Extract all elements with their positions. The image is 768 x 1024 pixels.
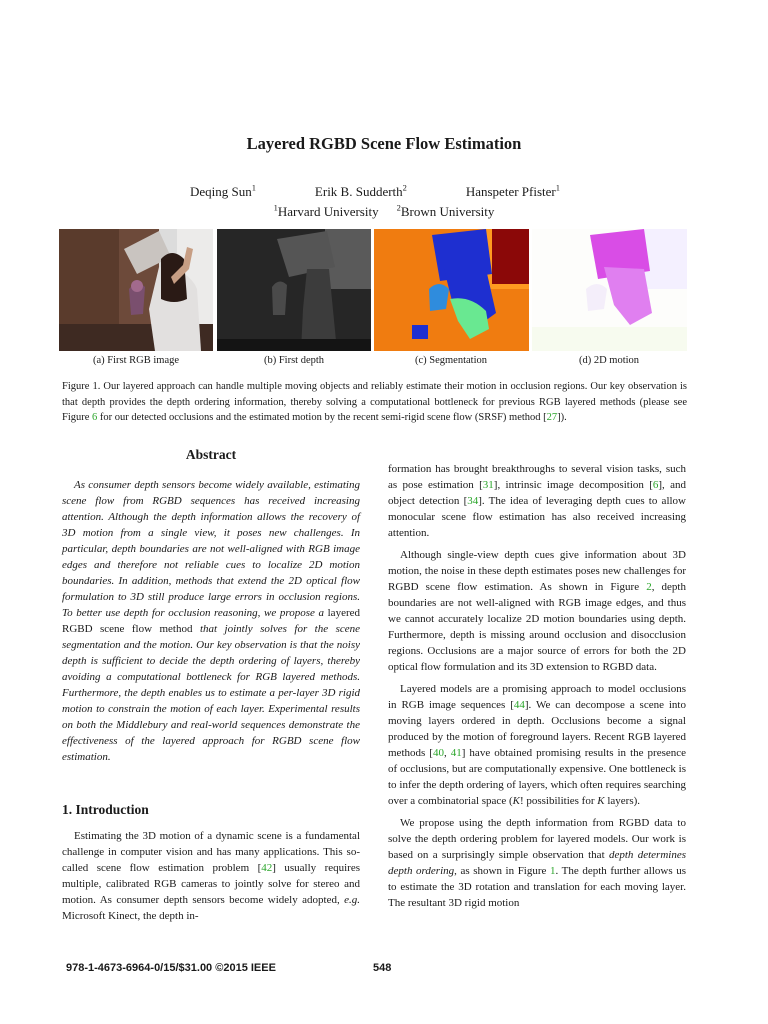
page-number: 548 [373,962,392,974]
figure-link[interactable]: 2 [646,581,652,593]
rgb-image-panel [59,229,213,351]
paragraph: We propose using the depth information from RGBD data to solve the depth ordering problem for layered models. Our work is based on a surprisingly simple observation that depth determines depth ordering, as shown in Figure 1. The depth further allows us to estimate the 3D rotation and translation for each moving layer. The resultant 3D rigid motion [388,817,687,909]
paragraph: formation has brought breakthroughs to several vision tasks, such as pose estimation [31], intrinsic image decomposition [6], and object detection [34]. The idea of leveraging depth cues to allow monocular scene flow estimation has also received increasing attention. [388,463,687,539]
affiliations: $^1$Harvard University $^2$Brown University [273,202,495,219]
figure-link[interactable]: 1 [550,865,556,877]
paper-title: Layered RGBD Scene Flow Estimation [246,134,522,153]
citation-link[interactable]: 40 [432,747,444,759]
author: Hanspeter Pfister$^1$ [465,182,560,199]
figure-1-panels [59,229,687,351]
abstract-text: As consumer depth sensors become widely available, estimating scene flow from RGBD sequences has received increasing attention. Although the depth information allows the recovery of 3D motion from a single view, it poses new challenges. In particular, depth boundaries are not well-aligned with RGB image edges and therefore not reliable cues to localize 2D motion boundaries. In addition, methods that extend the 2D optical flow formulation to 3D still produce large errors in occlusion regions. To better use depth for occlusion reasoning, we propose a layered RGBD scene flow method that jointly solves for the scene segmentation and the motion. Our key observation is that the noisy depth is sufficient to decide the depth ordering of layers, thereby avoiding a computational bottleneck for RGB layered methods. Furthermore, the depth enables us to estimate a per-layer 3D rigid motion to constrain the motion of each layer. Experimental results on both the Middlebury and real-world sequences demonstrate the effectiveness of the layered approach for RGBD scene flow estimation. [62,479,360,763]
footer-isbn: 978-1-4673-6964-0/15/$31.00 ©2015 IEEE [66,962,276,974]
subcaption-d: (d) 2D motion [578,355,640,366]
motion-panel [532,229,687,351]
citation-link[interactable]: 6 [652,479,659,491]
section-heading: 1. Introduction [62,802,149,817]
citation-link[interactable]: 27 [546,412,558,423]
segmentation-panel [374,229,529,351]
citation-link[interactable]: 42 [261,862,273,874]
author: Erik B. Sudderth$^2$ [314,182,407,199]
right-column [388,461,686,917]
intro-paragraph: Estimating the 3D motion of a dynamic scene is a fundamental challenge in computer vision and has many applications. This so-called scene flow estimation problem [42] usually requires multiple, calibrated RGB cameras to jointly solve for stereo and motion. As consumer depth sensors become widely adopted, e.g. Microsoft Kinect, the depth in- [62,830,360,922]
citation-link[interactable]: 44 [513,699,525,711]
abstract-heading: Abstract [185,447,237,462]
figure-caption: Figure 1. Our layered approach can handle multiple moving objects and reliably estimate their motion in occlusion regions. Our key observation is that depth provides the depth ordering information, thereby solving a computational bottleneck for previous RGB layered methods (please see Figure 6 for our detected occlusions and the estimated motion by the recent semi-rigid scene flow (SRSF) method [27]). [62,381,687,423]
author-list [190,184,560,200]
author: Deqing Sun$^1$ [190,182,256,199]
depth-panel [217,229,371,351]
paragraph: Layered models are a promising approach to model occlusions in RGB image sequences [44]. We can decompose a scene into moving layers ordered in depth. Occlusions become a signal produced by the motion of foreground layers. Recent RGB layered methods [40, 41] have obtained promising results in the presence of occlusions, but are computationally expensive. One bottleneck is to infer the depth ordering of layers, which often requires searching over a combinatorial space (K! possibilities for K layers). [388,683,686,807]
figure-link[interactable]: 6 [92,412,98,423]
subcaption-a: (a) First RGB image [92,355,180,366]
citation-link[interactable]: 31 [482,479,494,491]
paragraph: Although single-view depth cues give information about 3D motion, the noise in these depth estimates poses new challenges for RGBD scene flow estimation. As shown in Figure 2, depth boundaries are not well-aligned with RGB image edges, and thus we cannot accurately localize 2D motion boundaries using depth. Furthermore, depth is missing around occlusion and disocclusion regions. Occlusions are a major source of errors for both the 2D optical flow formulation and its 3D extension to RGBD data. [388,549,686,673]
citation-link[interactable]: 41 [450,747,462,759]
citation-link[interactable]: 34 [467,495,479,507]
subcaption-c: (c) Segmentation [414,355,488,366]
subcaption-b: (b) First depth [263,355,325,366]
